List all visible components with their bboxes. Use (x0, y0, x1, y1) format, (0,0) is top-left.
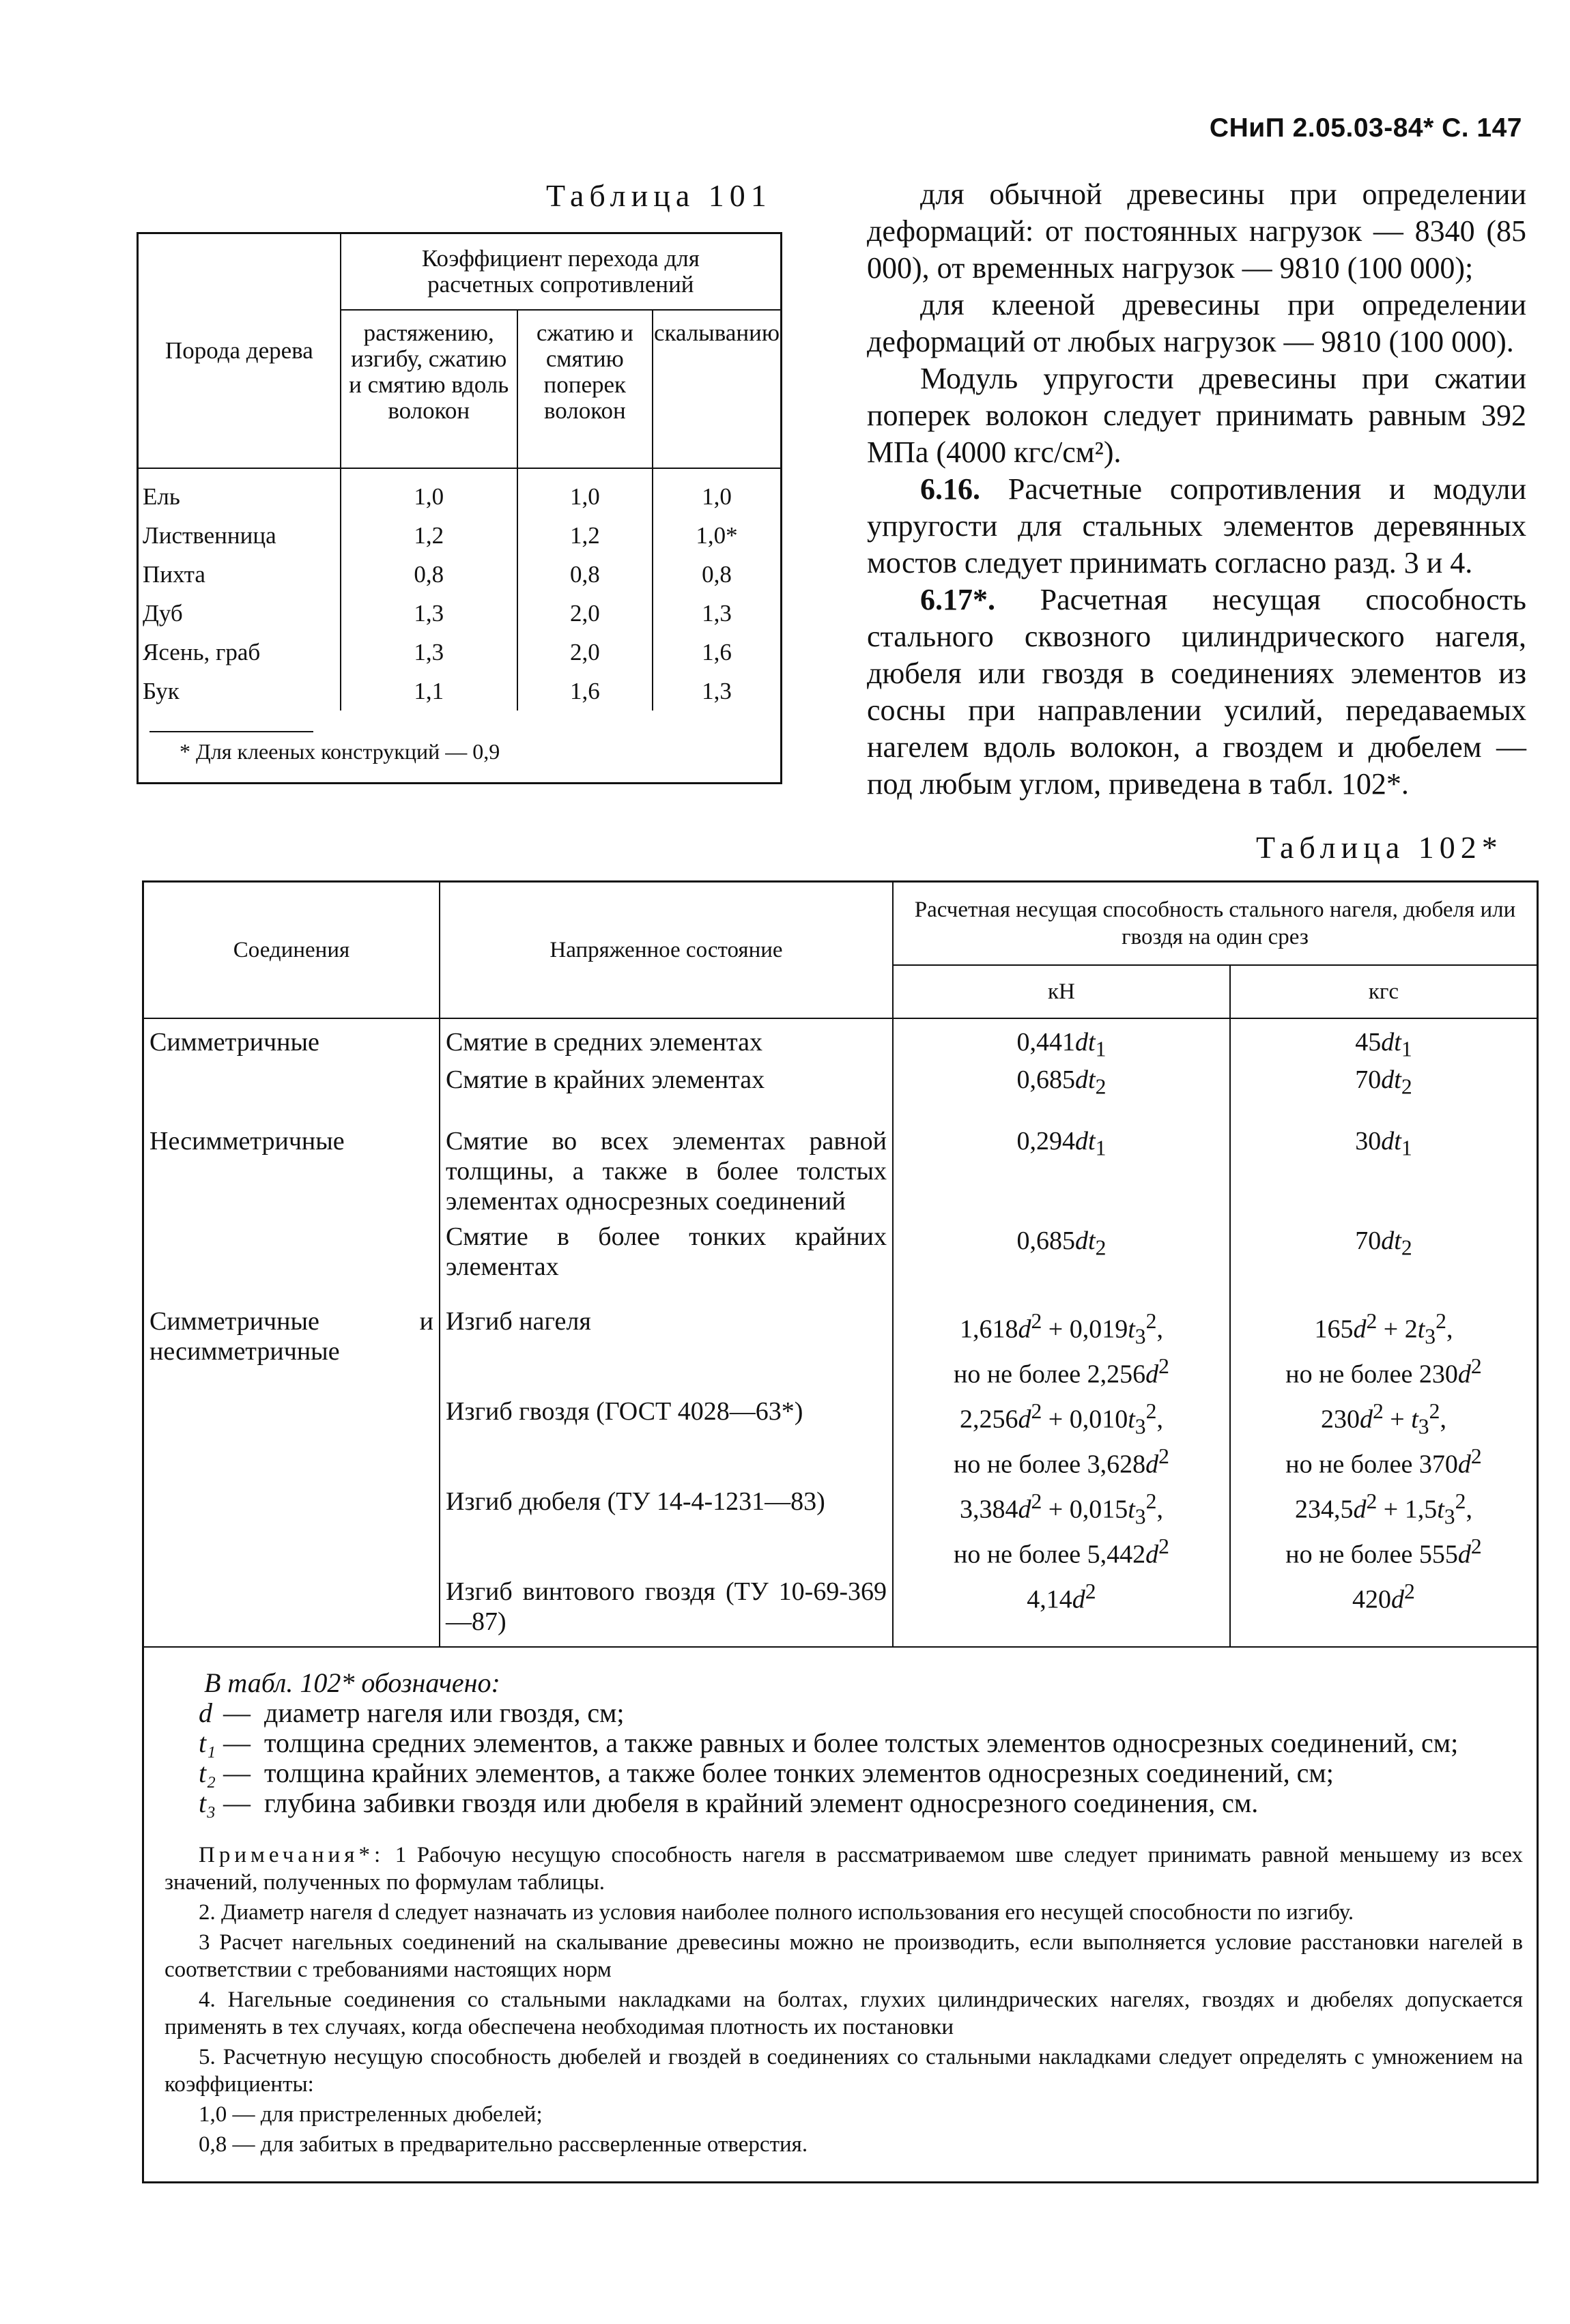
table-row (138, 594, 782, 633)
legend-dash: — (223, 1727, 251, 1758)
kn-r1: $0,441dt_1$ (893, 1018, 1230, 1065)
header-wood: Порода дерева (138, 233, 341, 469)
coef-value: 1,0* (696, 522, 738, 549)
coef-value: 1,3 (702, 600, 732, 627)
header-col-b: сжатию и смятию поперек волокон (517, 310, 653, 468)
joint-both: Симметричные и несимметричные (149, 1307, 433, 1366)
wood-name: Бук (138, 672, 341, 711)
wood-name: Ель (138, 468, 341, 516)
header-col-a: растяжению, изгибу, сжатию и смятию вдоль волокон (341, 310, 517, 468)
note-5: 5. Расчетную несущую способность дюбелей и гвоздей в соединениях со стальными накладками следует определять с умножением на коэффициенты: (165, 2044, 1523, 2097)
table-102-caption: Таблица 102* (1256, 830, 1503, 865)
legend-text: толщина крайних элементов, а также более тонких элементов односрезных соединений, см; (264, 1757, 1334, 1788)
legend-text: толщина средних элементов, а также равных и более толстых элементов односрезных соединений, см; (264, 1727, 1459, 1758)
coef-value: 1,6 (702, 639, 732, 665)
note-5a: 1,0 — для пристреленных дюбелей; (199, 2101, 543, 2127)
state-r6: Изгиб гвоздя (ГОСТ 4028—63*) (440, 1390, 893, 1480)
coef-value: 1,0 (702, 483, 732, 510)
notes-list: Примечания*: 1 Рабочую несущую способность нагеля в рассматриваемом шве следует принимать равной меньшему из всех значений, полученных по формулам таблицы. 2. Диаметр нагеля d следует назначать из условия наиболее полного использования его несущей способности по изгибу. 3 Расчет нагельных соединений на скалывание древесины можно не производить, если выполняется условие расстановки нагелей в соответствии с требованиями настоящих норм 4. Нагельные соединения со стальными накладками на болтах, глухих цилиндрических нагелях, гвоздях и дюбелях допускается применять в тех случаях, когда обеспечена необходимая плотность их постановки 5. Расчетную несущую способность дюбелей и гвоздей в соединениях со стальными накладками следует определять с умножением на коэффициенты: 1,0 — для пристреленных дюбелей; 0,8 — для забитых в предварительно рассверленные отверстия. (165, 1842, 1523, 2157)
coef-value: 1,0 (517, 468, 653, 516)
header-joint: Соединения (144, 883, 440, 1018)
legend-item (199, 1758, 1523, 1788)
coef-value: 2,0 (517, 594, 653, 633)
table-row (138, 555, 782, 594)
coef-value: 1,3 (341, 594, 517, 633)
state-r8: Изгиб винтового гвоздя (ТУ 10-69-369—87) (440, 1570, 893, 1646)
header-kgs: кгс (1230, 965, 1537, 1018)
legend-dash: — (223, 1787, 251, 1818)
state-r5: Изгиб нагеля (440, 1306, 893, 1390)
table-row (138, 633, 782, 672)
table-102 (142, 880, 1539, 2183)
notes-title: Примечания*: (199, 1842, 385, 1867)
legend-item (199, 1698, 1523, 1728)
joint-asymmetric: Несимметричные (149, 1127, 345, 1156)
para-1: для обычной древесины при определении деформаций: от постоянных нагрузок — 8340 (85 000), от временных нагрузок — 9810 (100 000); (867, 177, 1526, 285)
table-row (138, 516, 782, 555)
legend-symbol: t₁ (199, 1727, 216, 1758)
wood-name: Лиственница (138, 516, 341, 555)
legend-symbol: d (199, 1697, 212, 1728)
coef-value: 1,2 (517, 516, 653, 555)
note-2: 2. Диаметр нагеля d следует назначать из условия наиболее полного использования его несущей способности по изгибу. (199, 1899, 1354, 1925)
para-3: Модуль упругости древесины при сжатии поперек волокон следует принимать равным 392 МПа (4000 кгс/см²). (867, 362, 1526, 469)
header-col-c: скалыванию (653, 310, 782, 468)
header-coef-group: Коэффициент перехода для расчетных сопротивлений (341, 233, 782, 311)
state-r7: Изгиб дюбеля (ТУ 14-4-1231—83) (440, 1480, 893, 1570)
kgs-r1: $45dt_1$ (1230, 1018, 1537, 1065)
kn-r3: $0,294dt_1$ (893, 1126, 1230, 1216)
coef-value: 1,0 (341, 468, 517, 516)
legend-item (199, 1788, 1523, 1818)
para-4: 6.16. Расчетные сопротивления и модули упругости для стальных элементов деревянных мостов следует принимать согласно разд. 3 и 4. (867, 472, 1527, 579)
legend-list (199, 1698, 1523, 1818)
coef-value: 1,1 (341, 672, 517, 711)
kgs-r7: $234,5d^2 + 1,5t_3^2$, но не более $555d^2$ (1230, 1480, 1537, 1570)
kgs-r5: $165d^2 + 2t_3^2$, но не более $230d^2$ (1230, 1306, 1537, 1390)
state-r3: Смятие во всех элементах равной толщины, а также в более толстых элементах односрезных соединений (440, 1126, 893, 1216)
legend-symbol: t₃ (199, 1787, 216, 1818)
table-101-footnote: * Для клееных конструкций — 0,9 (180, 739, 500, 764)
header-capacity: Расчетная несущая способность стального нагеля, дюбеля или гвоздя на один срез (893, 883, 1537, 965)
coef-value: 0,8 (517, 555, 653, 594)
coef-value: 1,3 (702, 678, 732, 704)
kn-r4: $0,685dt_2$ (893, 1216, 1230, 1282)
para-4-number: 6.16. (920, 472, 980, 506)
note-4: 4. Нагельные соединения со стальными накладками на болтах, глухих цилиндрических нагелях, гвоздях и дюбелях допускается применять в тех случаях, когда обеспечена необходимая плотность их постановки (165, 1987, 1523, 2039)
kgs-r4: $70dt_2$ (1230, 1216, 1537, 1282)
kn-r7: $3,384d^2 + 0,015t_3^2$, но не более $5,442d^2$ (893, 1480, 1230, 1570)
state-r4: Смятие в более тонких крайних элементах (440, 1216, 893, 1282)
table-row (138, 468, 782, 516)
coef-value: 2,0 (517, 633, 653, 672)
para-5-number: 6.17*. (920, 583, 995, 616)
state-r2: Смятие в крайних элементах (440, 1065, 893, 1102)
coef-value: 1,2 (341, 516, 517, 555)
kn-r8: $4,14d^2$ (893, 1570, 1230, 1646)
joint-symmetric: Симметричные (149, 1028, 319, 1057)
legend-symbol: t₂ (199, 1757, 216, 1788)
legend-title: В табл. 102* обозначено: (204, 1667, 500, 1698)
legend-dash: — (223, 1757, 251, 1788)
wood-name: Дуб (138, 594, 341, 633)
table-101-caption: Таблица 101 (546, 178, 772, 213)
page-header: СНиП 2.05.03-84* С. 147 (1209, 113, 1522, 143)
wood-name: Ясень, граб (138, 633, 341, 672)
para-5: 6.17*. Расчетная несущая способность стального сквозного цилиндрического нагеля, дюбеля или гвоздя в соединениях элементов из сосны при направлении усилий, передаваемых нагелем вдоль волокон, а гвоздем и дюбелем — под любым углом, приведена в табл. 102*. (867, 583, 1526, 801)
coef-value: 1,3 (341, 633, 517, 672)
para-2: для клееной древесины при определении деформаций от любых нагрузок — 9810 (100 000). (867, 288, 1526, 358)
kgs-r8: $420d^2$ (1230, 1570, 1537, 1646)
kgs-r2: $70dt_2$ (1230, 1065, 1537, 1102)
kn-r5: $1,618d^2 + 0,019t_3^2$, но не более $2,256d^2$ (893, 1306, 1230, 1390)
note-5b: 0,8 — для забитых в предварительно рассверленные отверстия. (199, 2132, 808, 2157)
table-101 (137, 232, 782, 784)
state-r1: Смятие в средних элементах (440, 1018, 893, 1065)
legend-text: глубина забивки гвоздя или дюбеля в крайний элемент односрезного соединения, см. (264, 1787, 1259, 1818)
body-text (867, 176, 1526, 803)
header-state: Напряженное состояние (440, 883, 893, 1018)
kgs-r6: $230d^2 + t_3^2$, но не более $370d^2$ (1230, 1390, 1537, 1480)
kn-r2: $0,685dt_2$ (893, 1065, 1230, 1102)
header-kn: кН (893, 965, 1230, 1018)
legend-item (199, 1728, 1523, 1758)
coef-value: 1,6 (517, 672, 653, 711)
legend-dash: — (223, 1697, 251, 1728)
coef-value: 0,8 (341, 555, 517, 594)
table-102-notes (144, 1646, 1537, 2181)
legend-text: диаметр нагеля или гвоздя, см; (264, 1697, 625, 1728)
kgs-r3: $30dt_1$ (1230, 1126, 1537, 1216)
table-row (138, 672, 782, 711)
note-3: 3 Расчет нагельных соединений на скалывание древесины можно не производить, если выполняется условие расстановки нагелей в соответствии с требованиями настоящих норм (165, 1930, 1523, 1982)
kn-r6: $2,256d^2 + 0,010t_3^2$, но не более $3,628d^2$ (893, 1390, 1230, 1480)
coef-value: 0,8 (702, 561, 732, 588)
footnote-rule (149, 731, 313, 732)
wood-name: Пихта (138, 555, 341, 594)
